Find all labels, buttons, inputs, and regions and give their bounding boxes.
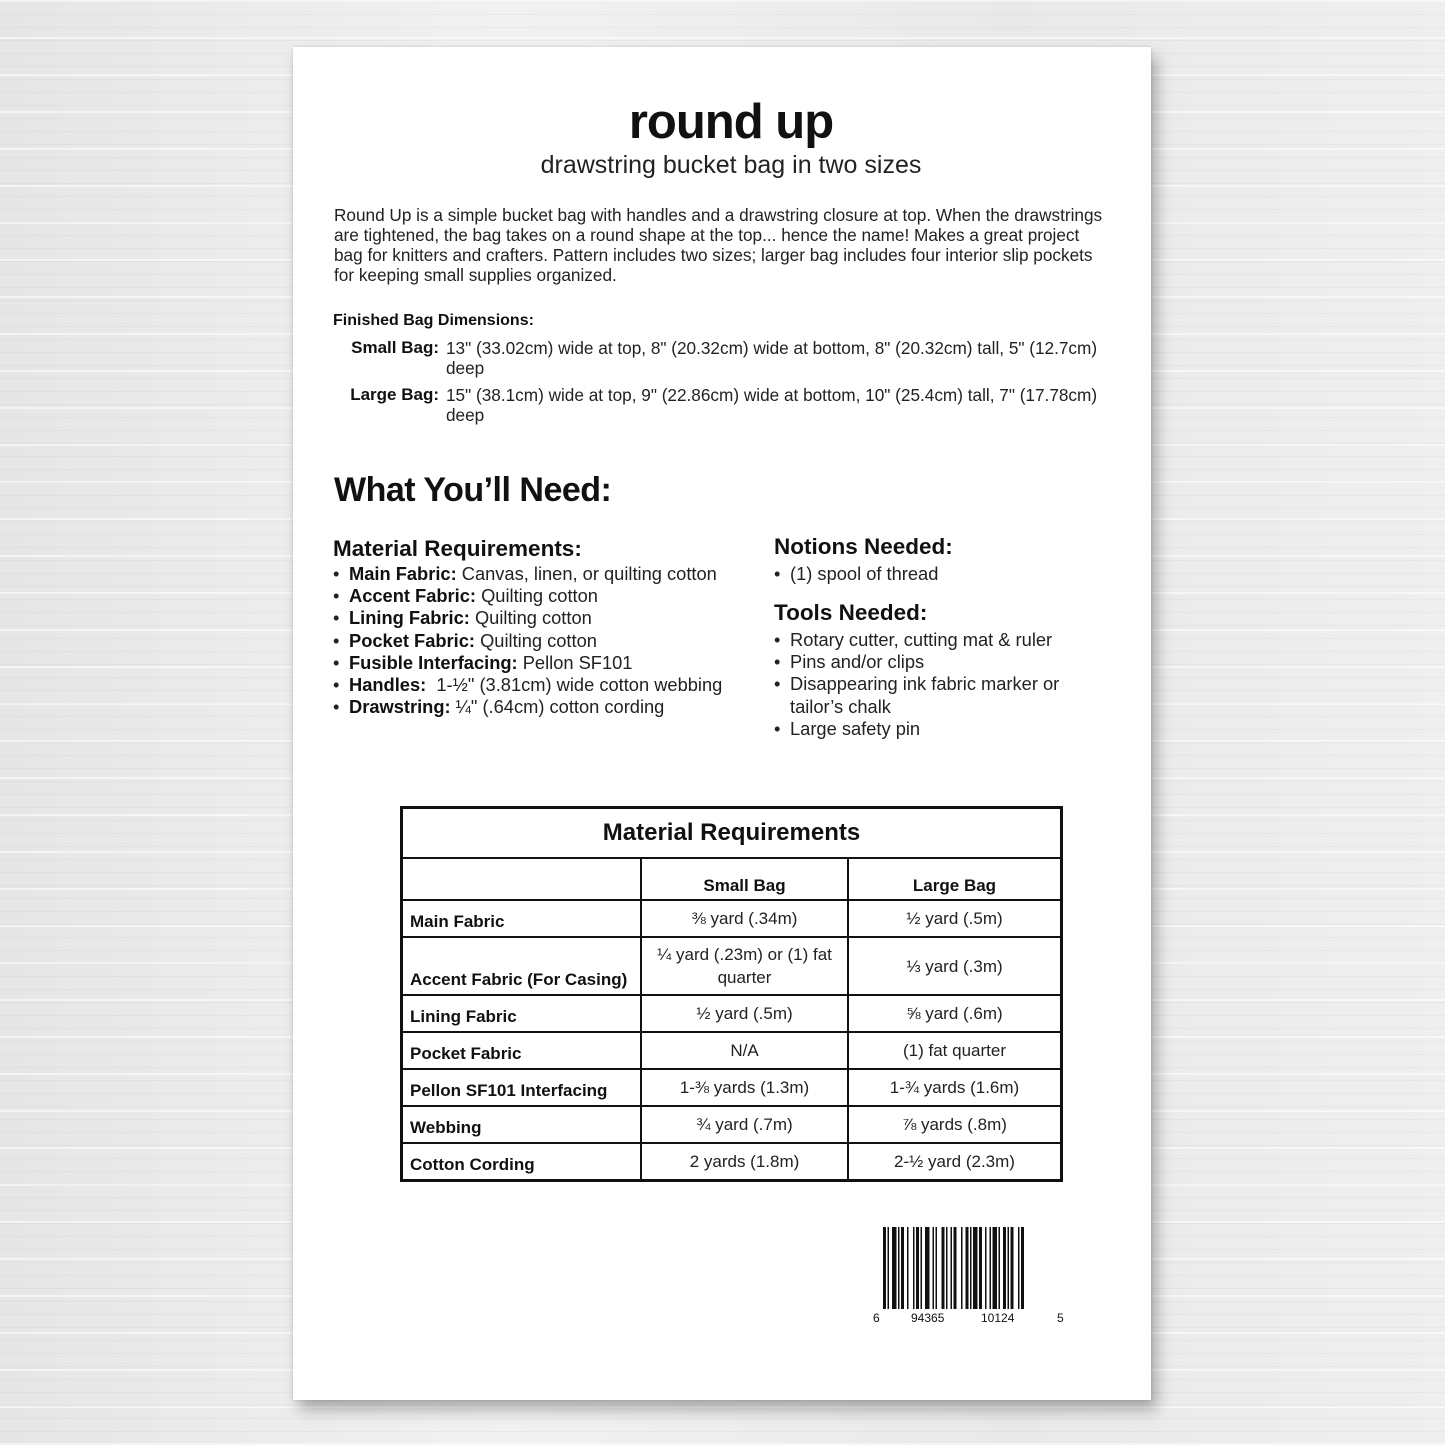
barcode <box>873 1227 1064 1331</box>
bullet-icon: • <box>774 651 781 673</box>
bullet-icon: • <box>333 563 340 584</box>
table-caption: Material Requirements <box>402 808 1062 859</box>
materials-item <box>333 696 722 718</box>
barcode-bar <box>913 1227 915 1309</box>
notions-heading: Notions Needed: <box>774 534 953 559</box>
small-bag-cell: ¼ yard (.23m) or (1) fat quarter <box>641 937 848 995</box>
barcode-bar <box>898 1227 900 1309</box>
large-bag-cell: 1-¾ yards (1.6m) <box>848 1069 1062 1106</box>
barcode-bar <box>916 1227 919 1309</box>
bullet-icon: • <box>774 563 781 584</box>
materials-item <box>333 630 722 652</box>
table-row <box>402 1032 1062 1069</box>
barcode-bar <box>979 1227 982 1309</box>
materials-item <box>333 652 722 674</box>
notions-list <box>774 563 938 585</box>
table-row <box>402 1106 1062 1143</box>
barcode-bar <box>888 1227 890 1309</box>
barcode-bar <box>946 1227 948 1309</box>
tools-item <box>774 629 1084 651</box>
tools-item <box>774 673 1084 717</box>
small-bag-cell: N/A <box>641 1032 848 1069</box>
materials-item-label: Lining Fabric: <box>349 607 470 629</box>
bullet-icon: • <box>774 717 781 739</box>
pattern-title: round up <box>628 95 834 149</box>
barcode-bar <box>961 1227 963 1309</box>
table-row <box>402 937 1062 995</box>
column-header-small-bag: Small Bag <box>641 858 848 900</box>
large-bag-dimensions: 15" (38.1cm) wide at top, 9" (22.86cm) wide at bottom, 10" (25.4cm) tall, 7" (17.78cm) deep <box>446 385 1098 425</box>
large-bag-cell: ½ yard (.5m) <box>848 900 1062 937</box>
large-bag-label: Large Bag: <box>350 385 439 404</box>
small-bag-label: Small Bag: <box>351 338 439 357</box>
large-bag-cell: ⅞ yards (.8m) <box>848 1106 1062 1143</box>
barcode-bar <box>936 1227 938 1309</box>
materials-item <box>333 607 722 629</box>
pattern-back-cover <box>293 47 1151 1400</box>
barcode-bar <box>954 1227 957 1309</box>
pattern-subtitle: drawstring bucket bag in two sizes <box>540 151 922 179</box>
table-row <box>402 995 1062 1032</box>
materials-item-text: Canvas, linen, or quilting cotton <box>456 563 717 584</box>
large-bag-cell: ⅓ yard (.3m) <box>848 937 1062 995</box>
barcode-bar <box>933 1227 935 1309</box>
barcode-bar <box>1011 1227 1014 1309</box>
barcode-digits-left: 94365 <box>911 1311 945 1325</box>
barcode-bar <box>973 1227 978 1309</box>
barcode-bar <box>1008 1227 1010 1309</box>
what-youll-need-heading: What You’ll Need: <box>334 471 612 509</box>
bullet-icon: • <box>333 607 340 629</box>
small-bag-cell: ¾ yard (.7m) <box>641 1106 848 1143</box>
small-bag-cell: 2 yards (1.8m) <box>641 1143 848 1180</box>
table-row <box>402 1069 1062 1106</box>
table-row <box>402 900 1062 937</box>
barcode-bar <box>985 1227 987 1309</box>
intro-paragraph: Round Up is a simple bucket bag with handles and a drawstring closure at top. When the drawstrings are tightened, the bag takes on a round shape at the top... hence the name! Makes a great project bag for knitters and crafters. Pattern includes two sizes; larger bag includes four interior slip pockets for keeping small supplies organized. <box>334 205 1103 285</box>
barcode-bar <box>966 1227 969 1309</box>
materials-item-text: ¼" (.64cm) cotton cording <box>450 696 665 718</box>
materials-item <box>333 563 722 585</box>
tools-heading: Tools Needed: <box>774 600 928 625</box>
materials-heading: Material Requirements: <box>333 536 582 561</box>
bullet-icon: • <box>333 674 340 696</box>
barcode-bar <box>1021 1227 1024 1309</box>
row-label: Pellon SF101 Interfacing <box>402 1069 642 1106</box>
barcode-bar <box>942 1227 945 1309</box>
barcode-bars <box>883 1227 1063 1317</box>
bullet-icon: • <box>774 673 781 695</box>
tools-item-text: Rotary cutter, cutting mat & ruler <box>790 629 1053 650</box>
row-label: Cotton Cording <box>402 1143 642 1180</box>
barcode-bar <box>951 1227 953 1309</box>
small-bag-cell: ½ yard (.5m) <box>641 995 848 1032</box>
barcode-bar <box>892 1227 897 1309</box>
barcode-bar <box>1018 1227 1020 1309</box>
barcode-digits-right: 10124 <box>981 1311 1015 1325</box>
materials-item-text: Quilting cotton <box>469 607 592 629</box>
materials-item-label: Accent Fabric: <box>349 585 476 607</box>
table-corner-cell <box>402 858 642 900</box>
row-label: Lining Fabric <box>402 995 642 1032</box>
barcode-bar <box>990 1227 992 1309</box>
bullet-icon: • <box>774 629 781 650</box>
tools-item-text: Pins and/or clips <box>790 651 925 673</box>
row-label: Main Fabric <box>402 900 642 937</box>
tools-item <box>774 718 1084 740</box>
materials-item <box>333 585 722 607</box>
materials-item <box>333 674 722 696</box>
material-requirements-table <box>400 806 1063 1182</box>
materials-item-text: Quilting cotton <box>474 629 597 651</box>
barcode-bar <box>901 1227 904 1309</box>
barcode-digit-lead: 6 <box>873 1311 880 1325</box>
row-label: Pocket Fabric <box>402 1032 642 1069</box>
notions-item <box>774 563 938 585</box>
barcode-bar <box>970 1227 972 1309</box>
bullet-icon: • <box>333 651 340 673</box>
barcode-bar <box>993 1227 998 1309</box>
barcode-bar <box>907 1227 909 1309</box>
materials-item-text: Quilting cotton <box>476 585 598 607</box>
row-label: Webbing <box>402 1106 642 1143</box>
materials-list <box>333 563 722 718</box>
large-bag-cell: (1) fat quarter <box>848 1032 1062 1069</box>
small-bag-cell: ⅜ yard (.34m) <box>641 900 848 937</box>
large-bag-cell: ⅝ yard (.6m) <box>848 995 1062 1032</box>
barcode-bar <box>1003 1227 1006 1309</box>
tools-item-text: Large safety pin <box>790 717 921 739</box>
barcode-bar <box>883 1227 886 1309</box>
materials-item-label: Fusible Interfacing: <box>349 651 518 673</box>
bullet-icon: • <box>333 585 340 607</box>
materials-item-label: Pocket Fabric: <box>349 629 475 651</box>
materials-item-label: Drawstring: <box>349 696 451 718</box>
small-bag-cell: 1-⅜ yards (1.3m) <box>641 1069 848 1106</box>
notions-item-text: (1) spool of thread <box>790 563 939 584</box>
row-label: Accent Fabric (For Casing) <box>402 937 642 995</box>
barcode-bar <box>925 1227 930 1309</box>
large-bag-cell: 2-½ yard (2.3m) <box>848 1143 1062 1180</box>
barcode-bar <box>921 1227 923 1309</box>
materials-item-text: 1-½" (3.81cm) wide cotton webbing <box>426 674 723 696</box>
bullet-icon: • <box>333 629 340 651</box>
dimensions-heading: Finished Bag Dimensions: <box>333 312 534 329</box>
materials-item-text: Pellon SF101 <box>517 651 633 673</box>
bullet-icon: • <box>333 696 340 718</box>
materials-item-label: Handles: <box>349 674 427 696</box>
barcode-digit-check: 5 <box>1057 1311 1064 1325</box>
tools-item-text: Disappearing ink fabric marker or tailor’s chalk <box>790 673 1060 717</box>
column-header-large-bag: Large Bag <box>848 858 1062 900</box>
small-bag-dimensions: 13" (33.02cm) wide at top, 8" (20.32cm) wide at bottom, 8" (20.32cm) tall, 5" (12.7cm) deep <box>446 338 1098 378</box>
table-row <box>402 1143 1062 1180</box>
materials-item-label: Main Fabric: <box>349 563 457 584</box>
tools-item <box>774 651 1084 673</box>
barcode-bar <box>999 1227 1001 1309</box>
tools-list <box>774 629 1084 740</box>
